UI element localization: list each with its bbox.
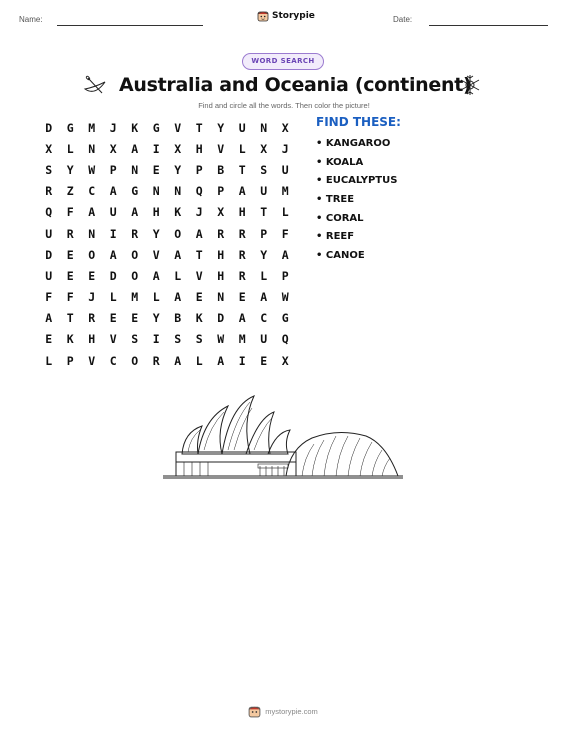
grid-letter[interactable]: L [174,268,182,283]
grid-letter[interactable]: S [195,332,203,347]
grid-letter[interactable]: N [88,141,96,156]
grid-letter[interactable]: K [66,332,74,347]
grid-letter[interactable]: D [45,120,53,135]
grid-letter[interactable]: G [281,311,289,326]
grid-letter[interactable]: E [195,290,203,305]
word-list [316,135,466,266]
grid-row [38,265,296,286]
grid-letter[interactable]: H [217,268,225,283]
grid-letter[interactable]: F [66,205,74,220]
grid-letter[interactable]: Q [195,184,203,199]
grid-letter[interactable]: Y [66,162,74,177]
grid-letter[interactable]: U [260,184,268,199]
grid-letter[interactable]: K [174,205,182,220]
grid-letter[interactable]: V [88,353,96,368]
word-list-item: • KANGAROO [316,135,466,154]
grid-letter[interactable]: B [174,311,182,326]
grid-row [38,244,296,265]
canoe-icon [83,74,107,96]
grid-letter[interactable]: K [195,311,203,326]
footer [0,702,566,720]
grid-letter[interactable]: E [66,247,74,262]
grid-letter[interactable]: A [152,268,160,283]
grid-letter[interactable]: J [281,141,289,156]
grid-letter[interactable]: X [281,353,289,368]
grid-letter[interactable]: E [45,332,53,347]
grid-letter[interactable]: L [260,268,268,283]
grid-letter[interactable]: A [238,311,246,326]
grid-letter[interactable]: Y [152,226,160,241]
grid-letter[interactable]: U [45,268,53,283]
grid-letter[interactable]: H [238,205,246,220]
grid-letter[interactable]: R [217,226,225,241]
worksheet-header [0,0,566,40]
word-search-grid [38,117,296,371]
grid-letter[interactable]: P [109,162,117,177]
grid-letter[interactable]: V [217,141,225,156]
grid-letter[interactable]: P [260,226,268,241]
word-list-item: • REEF [316,228,466,247]
grid-letter[interactable]: X [281,120,289,135]
grid-letter[interactable]: P [281,268,289,283]
title-row [0,70,566,102]
grid-letter[interactable]: D [217,311,225,326]
grid-letter[interactable]: S [174,332,182,347]
grid-letter[interactable]: V [109,332,117,347]
grid-row [38,350,296,371]
grid-letter[interactable]: P [66,353,74,368]
grid-letter[interactable]: A [131,141,139,156]
grid-letter[interactable]: A [45,311,53,326]
grid-letter[interactable]: L [281,205,289,220]
grid-letter[interactable]: M [281,184,289,199]
grid-letter[interactable]: G [131,184,139,199]
grid-letter[interactable]: O [131,353,139,368]
grid-letter[interactable]: A [131,205,139,220]
grid-letter[interactable]: T [195,120,203,135]
grid-letter[interactable]: N [131,162,139,177]
brand-name: Storypie [272,11,315,21]
grid-letter[interactable]: M [88,120,96,135]
grid-letter[interactable]: A [88,205,96,220]
grid-letter[interactable]: V [195,268,203,283]
grid-letter[interactable]: C [260,311,268,326]
grid-letter[interactable]: O [88,247,96,262]
grid-letter[interactable]: C [109,353,117,368]
grid-letter[interactable]: X [45,141,53,156]
grid-letter[interactable]: U [238,120,246,135]
name-field-line[interactable] [57,25,203,26]
grid-letter[interactable]: A [174,247,182,262]
grid-letter[interactable]: S [260,162,268,177]
grid-letter[interactable]: A [109,247,117,262]
grid-letter[interactable]: N [174,184,182,199]
grid-letter[interactable]: H [152,205,160,220]
grid-letter[interactable]: Y [152,311,160,326]
grid-letter[interactable]: A [109,184,117,199]
grid-letter[interactable]: X [109,141,117,156]
name-label: Name: [19,15,43,24]
word-list-item: • EUCALYPTUS [316,172,466,191]
grid-letter[interactable]: F [281,226,289,241]
grid-letter[interactable]: N [88,226,96,241]
grid-letter[interactable]: Y [260,247,268,262]
grid-letter[interactable]: E [109,311,117,326]
grid-row [38,181,296,202]
grid-letter[interactable]: Q [281,332,289,347]
grid-letter[interactable]: R [238,247,246,262]
grid-letter[interactable]: T [238,162,246,177]
grid-letter[interactable]: T [260,205,268,220]
grid-letter[interactable]: Y [174,162,182,177]
grid-row [38,329,296,350]
grid-letter[interactable]: L [152,290,160,305]
snowflake-sun-icon [458,73,482,97]
grid-letter[interactable]: H [88,332,96,347]
grid-letter[interactable]: F [45,290,53,305]
storypie-mascot-icon [257,10,269,22]
grid-letter[interactable]: X [174,141,182,156]
grid-letter[interactable]: I [109,226,117,241]
grid-letter[interactable]: D [109,268,117,283]
word-list-item: • CANOE [316,247,466,266]
grid-letter[interactable]: X [260,141,268,156]
grid-letter[interactable]: B [217,162,225,177]
grid-letter[interactable]: V [152,247,160,262]
grid-letter[interactable]: A [281,247,289,262]
grid-row [38,117,296,138]
grid-letter[interactable]: I [152,141,160,156]
grid-letter[interactable]: M [238,332,246,347]
grid-letter[interactable]: P [217,184,225,199]
grid-letter[interactable]: J [195,205,203,220]
grid-letter[interactable]: W [281,290,289,305]
grid-row [38,138,296,159]
grid-letter[interactable]: A [174,353,182,368]
grid-letter[interactable]: O [131,268,139,283]
grid-letter[interactable]: X [217,205,225,220]
grid-letter[interactable]: U [281,162,289,177]
grid-letter[interactable]: U [260,332,268,347]
grid-letter[interactable]: H [195,141,203,156]
word-list-item: • TREE [316,191,466,210]
grid-letter[interactable]: J [109,120,117,135]
grid-letter[interactable]: A [238,184,246,199]
grid-letter[interactable]: F [66,290,74,305]
grid-letter[interactable]: W [217,332,225,347]
grid-letter[interactable]: W [88,162,96,177]
grid-letter[interactable]: I [152,332,160,347]
grid-letter[interactable]: G [66,120,74,135]
grid-letter[interactable]: U [45,226,53,241]
grid-letter[interactable]: R [66,226,74,241]
grid-letter[interactable]: L [195,353,203,368]
grid-row [38,159,296,180]
grid-letter[interactable]: M [131,290,139,305]
grid-letter[interactable]: R [152,353,160,368]
grid-letter[interactable]: E [88,268,96,283]
sydney-opera-house-and-uluru-coloring-illustration[interactable] [162,392,404,480]
date-field-line[interactable] [429,25,548,26]
grid-letter[interactable]: E [238,290,246,305]
grid-row [38,223,296,244]
grid-letter[interactable]: R [45,184,53,199]
grid-letter[interactable]: K [131,120,139,135]
grid-letter[interactable]: S [131,332,139,347]
grid-letter[interactable]: L [66,141,74,156]
grid-letter[interactable]: G [152,120,160,135]
grid-letter[interactable]: R [238,268,246,283]
grid-letter[interactable]: P [195,162,203,177]
grid-letter[interactable]: D [45,247,53,262]
grid-letter[interactable]: U [109,205,117,220]
grid-letter[interactable]: A [195,226,203,241]
grid-letter[interactable]: O [174,226,182,241]
grid-letter[interactable]: Q [45,205,53,220]
word-list-item: • KOALA [316,154,466,173]
grid-row [38,287,296,308]
storypie-mascot-icon [248,705,261,718]
grid-letter[interactable]: Y [217,120,225,135]
grid-letter[interactable]: L [238,141,246,156]
grid-letter[interactable]: E [131,311,139,326]
brand [257,10,315,22]
grid-letter[interactable]: A [217,353,225,368]
grid-letter[interactable]: S [45,162,53,177]
footer-url[interactable]: mystorypie.com [265,706,318,716]
grid-letter[interactable]: A [174,290,182,305]
grid-letter[interactable]: N [260,120,268,135]
grid-letter[interactable]: V [174,120,182,135]
grid-letter[interactable]: N [217,290,225,305]
grid-letter[interactable]: E [152,162,160,177]
grid-letter[interactable]: I [238,353,246,368]
grid-letter[interactable]: A [260,290,268,305]
grid-letter[interactable]: H [217,247,225,262]
grid-letter[interactable]: E [260,353,268,368]
grid-letter[interactable]: N [152,184,160,199]
grid-letter[interactable]: L [109,290,117,305]
grid-letter[interactable]: R [88,311,96,326]
word-list-title: FIND THESE: [316,115,401,129]
grid-letter[interactable]: T [195,247,203,262]
grid-row [38,202,296,223]
grid-letter[interactable]: L [45,353,53,368]
grid-row [38,308,296,329]
grid-letter[interactable]: R [131,226,139,241]
grid-letter[interactable]: O [131,247,139,262]
page-title: Australia and Oceania (continent) [119,74,472,96]
word-search-badge: WORD SEARCH [242,53,324,70]
instructions: Find and circle all the words. Then color the picture! [198,101,370,110]
grid-letter[interactable]: J [88,290,96,305]
word-list-item: • CORAL [316,210,466,229]
grid-letter[interactable]: C [88,184,96,199]
grid-letter[interactable]: Z [66,184,74,199]
date-label: Date: [393,15,413,24]
word-list-panel [316,115,466,266]
grid-letter[interactable]: E [66,268,74,283]
grid-letter[interactable]: R [238,226,246,241]
grid-letter[interactable]: T [66,311,74,326]
